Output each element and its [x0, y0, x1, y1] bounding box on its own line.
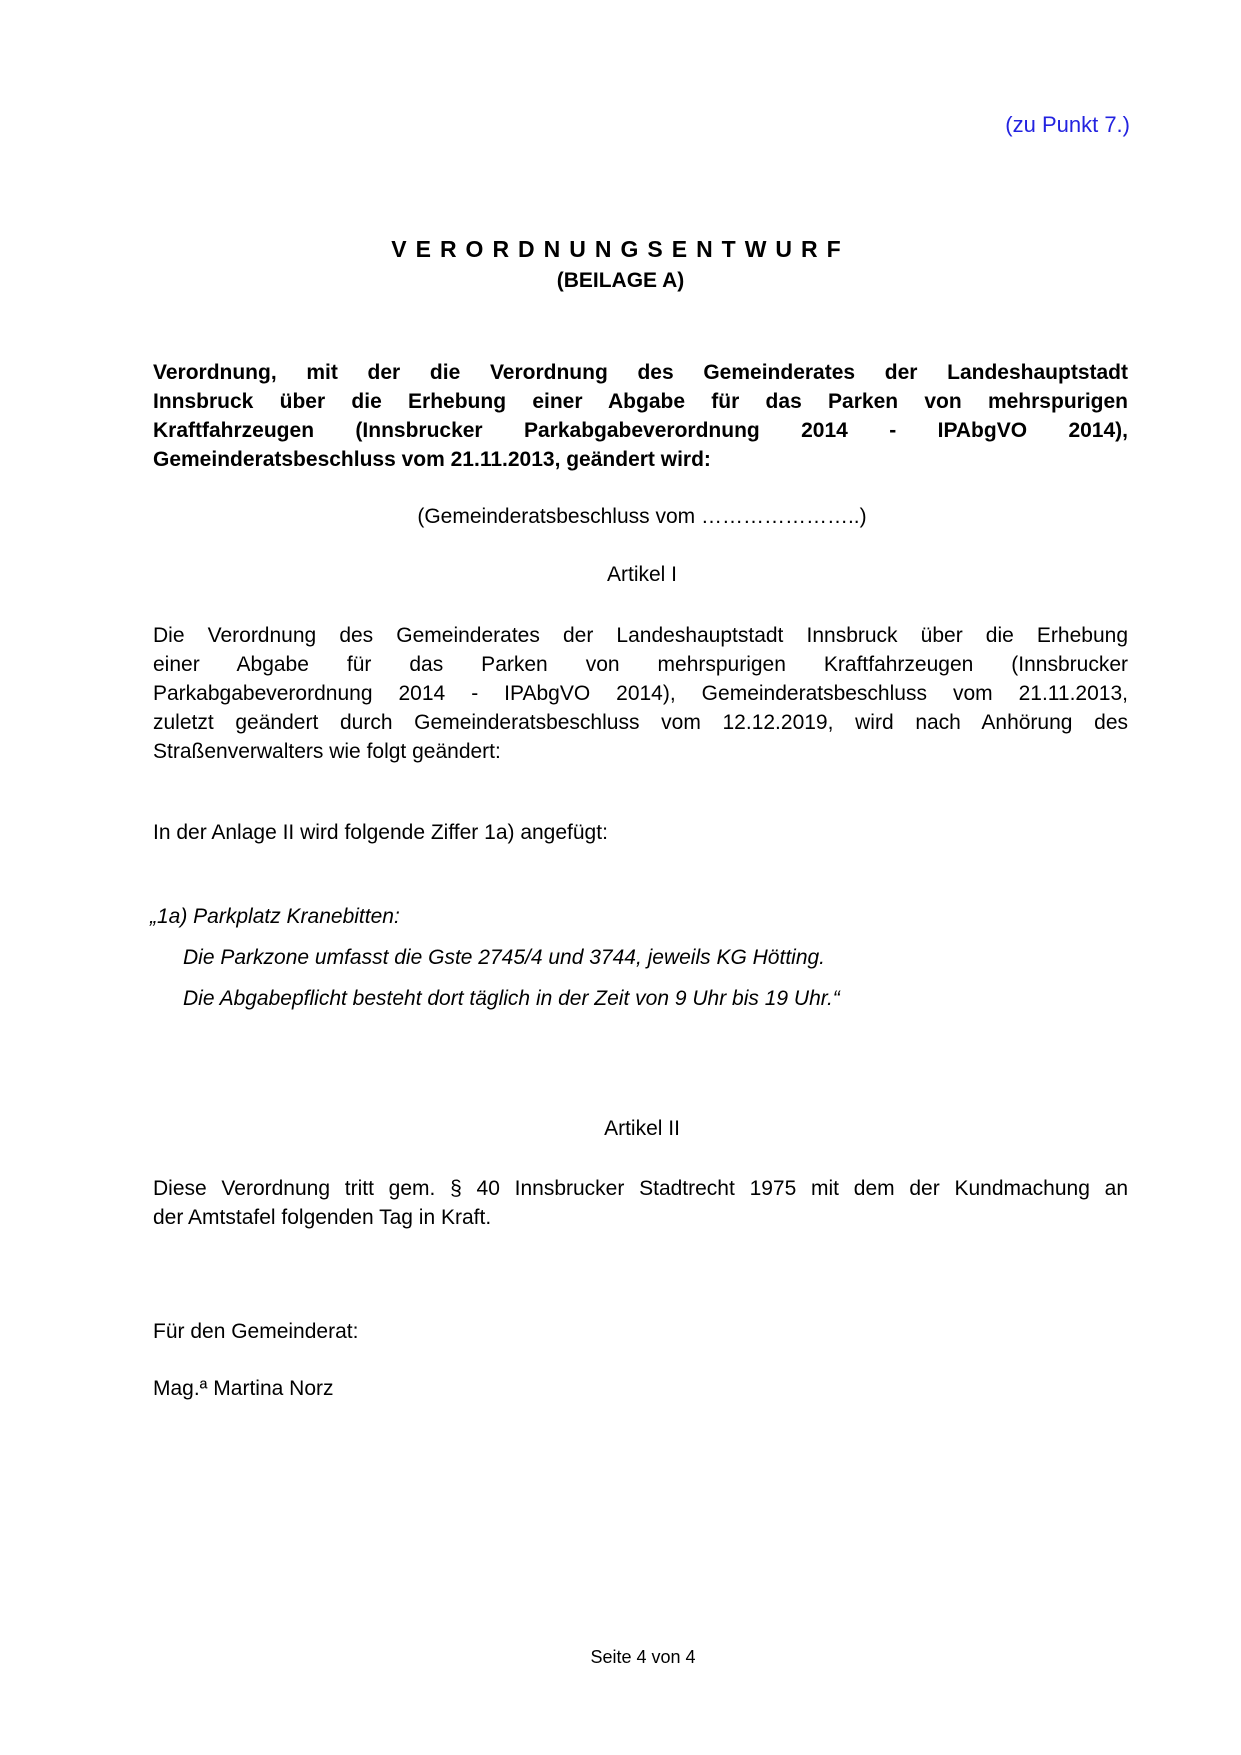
document-subtitle: (BEILAGE A): [556, 269, 685, 292]
intro-line: Innsbruck über die Erhebung einer Abgabe für das Parken von mehrspurigen: [153, 390, 1128, 413]
decision-date: (Gemeinderatsbeschluss vom …………………..): [417, 505, 867, 528]
ordinance-intro: [153, 358, 1128, 474]
quote-line: Die Abgabepflicht besteht dort täglich in der Zeit von 9 Uhr bis 19 Uhr.“: [183, 987, 840, 1010]
intro-line: Kraftfahrzeugen (Innsbrucker Parkabgabeverordnung 2014 - IPAbgVO 2014),: [153, 419, 1128, 442]
body-line: Diese Verordnung tritt gem. § 40 Innsbrucker Stadtrecht 1975 mit dem der Kundmachung an: [153, 1177, 1128, 1200]
quote-heading: „1a) Parkplatz Kranebitten:: [150, 905, 400, 928]
intro-line: Gemeinderatsbeschluss vom 21.11.2013, geändert wird:: [153, 448, 711, 471]
document-title: VERORDNUNGSENTWURF: [391, 236, 850, 262]
article-1-body: [153, 621, 1128, 766]
body-line: einer Abgabe für das Parken von mehrspurigen Kraftfahrzeugen (Innsbrucker: [153, 653, 1128, 676]
body-line: zuletzt geändert durch Gemeinderatsbeschluss vom 12.12.2019, wird nach Anhörung des: [153, 711, 1128, 734]
quote-line: Die Parkzone umfasst die Gste 2745/4 und 3744, jeweils KG Hötting.: [183, 946, 826, 969]
article-1-heading: Artikel I: [606, 563, 677, 586]
body-line: der Amtstafel folgenden Tag in Kraft.: [153, 1206, 492, 1229]
article-2-body: [153, 1174, 1128, 1232]
page-number: Seite 4 von 4: [590, 1647, 696, 1667]
body-line: Die Verordnung des Gemeinderates der Landeshauptstadt Innsbruck über die Erhebung: [153, 624, 1128, 647]
agenda-reference: (zu Punkt 7.): [1005, 112, 1130, 137]
body-line: Parkabgabeverordnung 2014 - IPAbgVO 2014), Gemeinderatsbeschluss vom 21.11.2013,: [153, 682, 1128, 705]
signature-label: Für den Gemeinderat:: [153, 1320, 359, 1343]
annex-intro: In der Anlage II wird folgende Ziffer 1a) angefügt:: [153, 821, 608, 844]
article-2-heading: Artikel II: [604, 1117, 680, 1140]
body-line: Straßenverwalters wie folgt geändert:: [153, 740, 501, 763]
signatory-name: Mag.ª Martina Norz: [153, 1377, 334, 1400]
intro-line: Verordnung, mit der die Verordnung des Gemeinderates der Landeshauptstadt: [153, 361, 1128, 384]
